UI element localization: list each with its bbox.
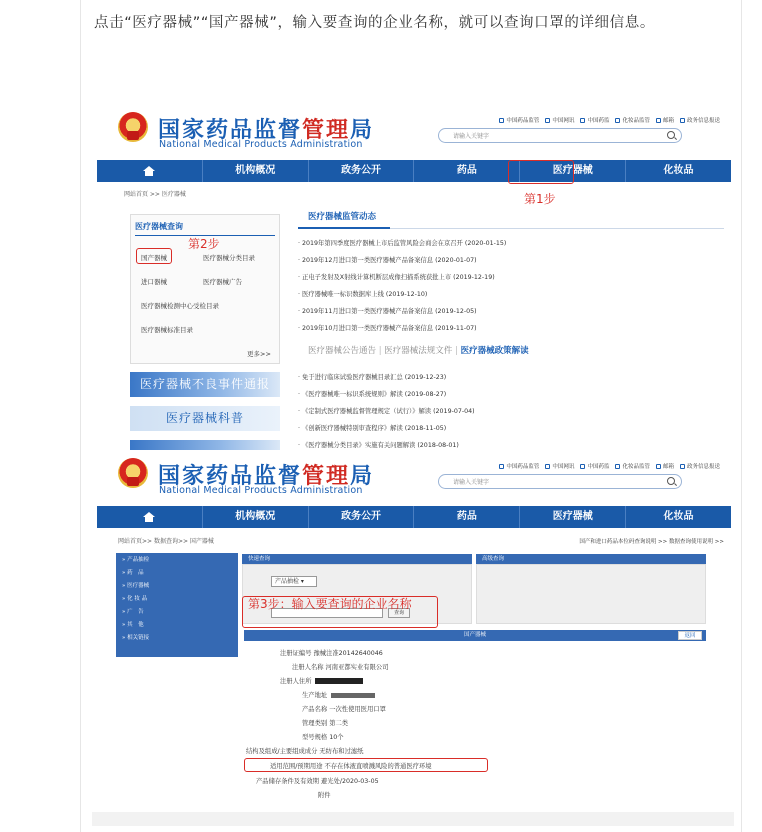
sidebar-item-cosmetics[interactable]: » 化 妆 品 [122,596,148,602]
title-part: 国家药品监督 [158,463,303,489]
query-sidebar [116,553,238,657]
field-registrant: 注册人名称 河南亚都实业有限公司 [292,664,389,671]
link-imported-devices[interactable]: 进口器械 [141,278,167,286]
top-link[interactable] [656,462,674,470]
top-link-label: 中国药品监管 [506,118,540,124]
news-item[interactable]: · 正电子发射及X射线计算机断层成像扫描系统获批上市 (2019-12-19) [298,274,495,281]
mobile-icon [580,118,585,123]
search-icon[interactable] [667,131,675,139]
top-link-label: 化妆品监管 [622,464,650,470]
top-link-label: 中国药监 [587,464,610,470]
top-link-label: 政务信息报送 [686,118,720,124]
nav-item-cosmetics[interactable]: 化妆品 [663,511,694,522]
field-production-address [302,690,375,699]
news-section-title: 医疗器械监管动态 [308,212,377,222]
nav-item-gov[interactable]: 政务公开 [309,160,415,182]
field-registrant-address [280,676,363,685]
step2-label: 第2步 [188,237,220,251]
nav-item-devices[interactable]: 医疗器械 [520,506,626,528]
field-attachment: 附件 [318,792,331,799]
intro-paragraph: 点击“医疗器械”“国产器械”，输入要查询的企业名称，就可以查询口罩的详细信息。 [94,15,655,31]
nav-item-drugs[interactable]: 药品 [414,506,520,528]
top-link-label: 中国网讯 [552,118,575,124]
top-link-label: 化妆品监管 [622,118,650,124]
breadcrumb: 网站首页 >> 医疗器械 [124,191,186,198]
bottom-divider [92,812,734,826]
sidebar-item-sampling[interactable]: » 产品抽检 [122,557,150,563]
step2-highlight [136,248,172,264]
report-icon [680,118,685,123]
nav-item-drugs[interactable]: 药品 [414,160,520,182]
screenshot-medical-device-page [92,104,734,450]
title-part-red: 管理 [302,117,351,143]
tab-policy[interactable]: 医疗器械政策解读 [460,346,529,356]
main-nav [97,160,731,182]
top-link[interactable] [615,116,650,124]
sidebar-item-other[interactable]: » 其 他 [122,622,144,628]
field-storage: 产品储存条件及有效期 避光处/2020-03-05 [256,778,379,785]
step1-label: 第1步 [524,192,556,206]
top-links [499,462,720,470]
intended-use-highlight [244,758,488,772]
banner-adverse-events[interactable]: 医疗器械不良事件通报 [130,372,280,397]
policy-item[interactable]: · 《定制式医疗器械监督管理规定（试行）》解读 (2019-07-04) [298,408,475,415]
field-spec: 型号规格 10个 [302,734,344,741]
field-reg-number: 注册证编号 豫械注准20142640046 [280,650,383,657]
field-composition: 结构及组成/主要组成成分 无纺布和过滤纸 [246,748,364,755]
report-icon [680,464,685,469]
nav-item-org[interactable]: 机构概况 [203,160,309,182]
help-links[interactable]: 国产和进口药品本位码查询说明 >> 数据查询使用说明 >> [579,539,724,545]
top-link[interactable] [680,462,720,470]
top-link[interactable] [499,462,539,470]
mail-icon [656,464,661,469]
field-label: 生产地址 [302,692,328,699]
sidebar-item-drugs[interactable]: » 药 品 [122,570,144,576]
title-part-red: 管理 [302,463,351,489]
top-link[interactable] [580,116,609,124]
title-part: 局 [350,463,375,489]
wechat-icon [545,118,550,123]
advanced-query-box [476,564,706,624]
news-tabs [308,344,529,356]
tab-separator: | [378,346,385,356]
news-item[interactable]: · 2019年第四季度医疗器械上市后监管风险会商会在京召开 (2020-01-15) [298,240,507,247]
sidebar-item-ads[interactable]: » 广 告 [122,609,144,615]
top-link[interactable] [656,116,674,124]
query-button[interactable]: 查询 [388,608,410,618]
nav-item-gov[interactable]: 政务公开 [309,506,415,528]
news-item[interactable]: · 2019年10月进口第一类医疗器械产品备案信息 (2019-11-07) [298,325,477,332]
top-links [499,116,720,124]
national-emblem-icon [118,458,148,488]
field-intended-use: 适用范围/预期用途 不存在体液直喷溅风险的普通医疗环境 [270,763,432,770]
top-link-label: 邮箱 [662,118,674,124]
top-link[interactable] [545,462,574,470]
site-header [92,104,734,160]
field-label: 注册人住所 [280,678,312,685]
top-link-label: 中国药品监管 [506,464,540,470]
field-category: 管理类别 第二类 [302,720,349,727]
top-link-label: 中国药监 [587,118,610,124]
top-link-label: 邮箱 [662,464,674,470]
site-title-en: National Medical Products Administration [159,139,363,150]
step1-highlight [508,160,574,184]
search-input[interactable] [438,128,682,143]
national-emblem-icon [118,112,148,142]
top-link[interactable] [499,116,539,124]
search-icon[interactable] [667,477,675,485]
home-icon[interactable] [97,506,203,528]
news-item[interactable]: · 医疗器械唯一标识数据库上线 (2019-12-10) [298,291,428,298]
advanced-query-header: 高级查询 [476,554,706,564]
main-nav [97,506,731,528]
banner-partial[interactable] [130,440,280,450]
banner-science[interactable]: 医疗器械科普 [130,406,280,431]
tab-regulations[interactable]: 医疗器械法规文件 [384,346,453,356]
category-select[interactable]: 产品抽检 ▾ [271,576,317,587]
panel-title: 医疗器械查询 [135,222,183,231]
field-product-name: 产品名称 一次性使用医用口罩 [302,706,386,713]
nav-item-org[interactable]: 机构概况 [203,506,309,528]
home-icon[interactable] [97,160,203,182]
mobile-icon [615,464,620,469]
top-link-label: 政务信息报送 [686,464,720,470]
title-part: 局 [350,117,375,143]
nav-item-devices[interactable]: 医疗器械 [520,160,626,182]
top-link-label: 中国网讯 [552,464,575,470]
back-button[interactable]: 返回 [678,631,702,640]
link-device-catalog[interactable]: 医疗器械分类目录 [203,254,255,262]
top-link[interactable] [545,116,574,124]
tab-notices[interactable]: 医疗器械公告通告 [308,346,377,356]
more-link[interactable]: 更多>> [247,350,271,358]
breadcrumb: 网站首页>> 数据查询>> 国产器械 [118,538,214,545]
weibo-icon [499,464,504,469]
step3-label: 第3步：输入要查询的企业名称 [248,597,412,611]
site-header [92,450,734,506]
policy-item[interactable]: · 《医疗器械唯一标识系统规则》解读 (2019-08-27) [298,391,447,398]
news-item[interactable]: · 2019年12月进口第一类医疗器械产品备案信息 (2020-01-07) [298,257,477,264]
mobile-icon [615,118,620,123]
policy-item[interactable]: · 免于进行临床试验医疗器械目录汇总 (2019-12-23) [298,374,447,381]
sidebar-item-devices[interactable]: » 医疗器械 [122,583,150,589]
search-input[interactable] [438,474,682,489]
link-test-center[interactable]: 医疗器械检测中心受检目录 [141,302,219,310]
link-standards[interactable]: 医疗器械标准目录 [141,326,193,334]
wechat-icon [545,464,550,469]
top-link[interactable] [615,462,650,470]
nav-item-cosmetics[interactable]: 化妆品 [663,165,694,176]
mobile-icon [580,464,585,469]
title-part: 国家药品监督 [158,117,303,143]
link-domestic-devices[interactable]: 国产器械 [141,254,167,262]
divider-accent [298,227,390,229]
policy-item[interactable]: · 《创新医疗器械特别审查程序》解读 (2018-11-05) [298,425,447,432]
link-device-ads[interactable]: 医疗器械广告 [203,278,242,286]
top-link[interactable] [580,462,609,470]
result-header: 国产器械 [244,630,706,641]
screenshot-domestic-device-query [92,450,734,812]
site-title-en: National Medical Products Administration [159,485,363,496]
search-placeholder: 请输入关键字 [453,479,490,486]
sidebar-item-links[interactable]: » 相关链接 [122,635,150,641]
top-link[interactable] [680,116,720,124]
tab-separator: | [455,346,461,356]
quick-query-header: 快速查询 [242,554,472,564]
news-item[interactable]: · 2019年11月进口第一类医疗器械产品备案信息 (2019-12-05) [298,308,477,315]
mail-icon [656,118,661,123]
redacted-mark [331,693,375,698]
redacted-mark [315,678,363,684]
policy-item[interactable]: · 《医疗器械分类目录》实施有关问题解读 (2018-08-01) [298,442,459,449]
search-placeholder: 请输入关键字 [453,133,490,140]
weibo-icon [499,118,504,123]
